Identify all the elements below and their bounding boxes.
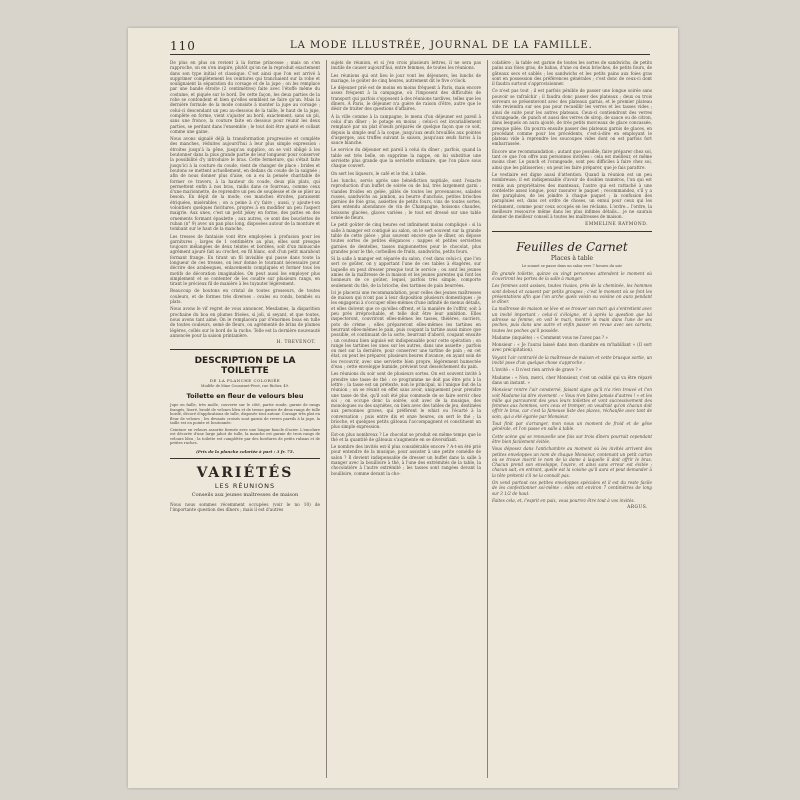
section-rule [170,458,320,459]
paragraph: Si la salle à manger est séparée du salon, c'est dans celui-ci, que l'on sert ce goûter, on y apportant l'une de ces tables à étagères, sur laquelle on peut dresser presque tout le service ; ou sont les jeunes amies de la maîtresse de la maison et les jeunes parentes qui font les honneurs de ce goûter, lequel, parfois très simple, comporte seulement du thé, de la brioche, des tartines de pain beurrées. [331,256,481,288]
paragraph: Encore une recommandation ; autant que possible, faire préparer chez soi, tant ce que l'on offre aux personnes invitées : cela est meilleur, et même moins cher. Le punch et l'orangeade, sont peu difficiles à faire chez soi, ainsi que les pâtisseries ; on peut les faire préparer, que je fais parattre. [492,148,652,170]
paragraph: De plus en plus on revient à la forme princesse ; mais on s'en rapproche, on en s'en inspire, plutôt qu'on ne la reproduit exactement dans son type initial et classique. C'est ainsi que l'on est arrivé à supprimer complètement les ceintures qui tranchaient sur la robe et soulignaient la séparation du corsage et de la jupe ; on les remplace par une bande étroite (2 centimètres) faite avec l'étoffe même du costume, et piquée sur le bord. De cette façon, les deux parties de la robe se confondent et bien qu'elles semblent ne faire qu'un. Mais la dernière formule de la mode consiste à monter la jupe au corsage ; celui-ci descendant un peu au-dessous de la taille, le haut de la jupe, complète en forme, vient s'ajuster au bord, exactement, sans un pli, sans une fronce, la couture faite en dessous pour réunir les deux parties, se perdant dans l'ensemble ; le tout doit être ajusté et collant comme une gaine. [170,60,320,134]
paragraph: Nous avons signalé déjà la transformation progressive et complète des manches, réduites aujourd'hui à leur plus simple expression : étroites jusqu'à la gêne, jusqu'au supplice, on se voit obligé à les boutonner dans la plus grande partie de leur longueur pour conserver la possibilité d'y introduire le bras. Cette fermeture, qui s'était faite jusqu'ici à la couture du coude, vient de changer de place : brides et boutons se mettent actuellement, en dedans du coude de la saignée ; afin de nous donner plus d'aise, on a eu la pensée charitable de former ce travers, à la hauteur du coude, deux plis plats, qui permettent enfin à nos bras, raidis dans ce fourreau, comme ceux d'une marionnette, de reprendre un peu de souplesse et de se plier au besoin. En dépit de la mode, ces manches étroites, paraissent étriquées, misérables ; on a peine à s'y faire ; aussi, y ajoute-t-on volontiers quelques fioritures, propres à en modifier un peu l'aspect maigrie. Aux unes, c'est un petit jokey en forme, des pattes en des ornements formant épaulette ; aux autres, ce sont des bouclettes de ruban (n° 9) avec un pan plus long, disposées autour de la monture et tombant sur le haut de la manche. [170,136,320,232]
page-header [170,36,650,54]
paragraph: Le déjeuner prié est de moins en moins fréquent à Paris, mais encore assez fréquent à la campagne, où l'imposent des difficultés de transport qui parfois s'opposent à des réunions tardives, telles que les dîners. À Paris, le déjeuner n'a guère de raison d'être, autre que le désir de traiter des questions d'affaires. [331,85,481,112]
column-rule [487,60,488,778]
paragraph: Monsieur : « Je l'aurai laissé dans mon chambre en m'habillant » (Il sort avec précipitation). [492,342,652,353]
column-1 [170,60,320,514]
toilette-credit: Modèle de Mme Coussinet-Pivot, rue Richer, 49. [200,384,290,389]
signature: H. TREVENOT. [276,340,316,346]
varietes-subtitle-2: Conseils aux jeunes maîtresses de maison [191,491,299,498]
paragraph: Les tresses de fantaisie vont être employées à profusion pour les garnitures ; larges de 1 centimètre au plus, elles sont presque toujours mélangées de deux teintes et bordées, soit d'un minuscule agrément ajouré fait au crochet, en fil blanc, soit d'un petit marabout formant frange. En tirant un fil invisible qui passe dans toute la longueur de ces tresses, on leur donne le tournant nécessaire pour décrire des arabesques, enlacements compliqués et former tous les motifs de décoration imaginables. On peut aussi les employer plus simplement et se contenter de les coudre sur plusieurs rangs, en tirant le précieux fil de manière à les tuyauter légèrement. [170,233,320,287]
paragraph: Le service du déjeuner est pareil à celui du dîner ; parfois, quand la table est très belle, on supprime la nappe, on lui substitue une serviette plus grande que la serviette ordinaire, que l'on place sous chaque couvert. [331,147,481,169]
paragraph: Le petit goûter de cinq heures est infiniment moins compliqué : si la salle à manger est contiguë au salon, on le sert souvent sur la grande table de cette pièce ; plus souvent encore que le dîner, on dépose toutes sortes de petites élégances : nappes et petites serviettes garnies de dentelles, tasses mignonnettes pour le chocolat, plus grandes pour le thé, corbeilles de fruits, sandwichs, petits fours. [331,222,481,254]
paragraph: Les lunchs, servis après une bénédiction nuptiale, sont l'exacte reproduction d'un buffet de soirée ou de bal, très largement garni : viandes froides en gelée, pâtés de toutes les provenances, salades russes, sandwichs au jambon, au beurre d'anchois, petites brioches garnies de foie gras, assiettes de petits fours, vins de toutes sortes, bien entendu abondance de vin de Champagne, boissons chaudes, boissons glacées, glaces variées ; le tout est dressé sur une table ornée de fleurs. [331,177,481,221]
paragraph: Est-on plus nombreux ? Le chocolat se produit en même temps que le thé et la quantité de gâteaux s'augmente en se diversifiant. [331,431,481,442]
paragraph: Madame : « Non, merci, cher Monsieur, c'est un oublié qui va être réparé dans un instant. » [492,374,652,385]
varietes-subtitle: LES RÉUNIONS [214,481,276,490]
paragraph: Le vestiaire est digne aussi d'attention. Quand la réunion est un peu nombreuse, il est indispensable d'avoir de doubles numéros, l'un qui est remis aux propriétaires des manteaux, l'autre qui est rattaché à une cordelette assez longue, pour rassurer le paquet ; recommandez, s'il y a des parapluies, de les joindre à chaque paquet ; la confusion des parapluies est, dans cet ordre de choses, un ennui pour ceux qui les réclament, comme pour ceux occupés en les réclams. L'ordre... l'ordre, la meilleure ressource même dans les plus infimes détails... je ne saurais donner de meilleur conseil à toutes les maîtresses de maison. [492,171,652,220]
paragraph: La maîtresse de maison se lève et se trouver son mari qui s'entretient avec un invité important : celui-ci s'éloigne, et à après la question que lui adresse sa femme, en voit le mari, montre la main dans l'une de ses poches, puis dans une autre et enfin passer en revue avec ses carnets, toutes les poches qu'il possède. [492,306,652,333]
varietes-title: VARIÉTÉS [196,464,294,481]
newspaper-page [128,28,678,788]
paragraph: À la ville comme à la campagne, le menu d'un déjeuner est pareil à celui d'un dîner ; le potage en moins ; celui-ci est invariablement remplacé par un plat d'œufs préparés de quelque façon que ce soit, depuis la simple œuf à la coque, jusqu'aux œufs brouillés aux pointes d'asperges, aux truffes suivant la saison, jusqu'aux œufs farcis à la sauce blanche. [331,113,481,146]
toilette-subtitle: DE LA PLANCHE COLORIÉE [209,378,281,384]
paragraph: Tout finit par s'arranger, mon nous un moment de froid et de gêne générale, et l'on passe en salle à table. [492,421,652,432]
paragraph: En grande toilette, quinze ou vingt personnes attendent le moment où s'ouvriront les portes de la salle à manger. [492,270,652,281]
signature: EMMELINE RAYMOND. [585,221,648,227]
section-rule [492,231,652,232]
column-3 [492,60,652,514]
paragraph: Ici je placerai une recommandation, pour celles des jeunes maîtresses de maison qui n'ont pas à leur disposition plusieurs domestiques : je les engagerai à s'occuper elles-mêmes d'une infinité de menus détails, et elles doivent que ce qu'elles offrent, et la manière de l'offrir, soit à peu près irréprochable, et telle doit être leur ambition. Elles inspecteront, couvriront elles-mêmes les tasses, théières, sucriers, pots de crème ; elles prépareront elles-mêmes les tartines en beurrant elles-mêmes le pain, puis coupant la tartine aussi mince que possible, et continuant de la sorte, beurrant d'abord, coupant ensuite ; un couteau bien aiguisé est indispensable pour cette opération ; on range les tartines les unes sur les autres, dans une assiette ; parfois on met sur la dernière, pour conserver une tartine de pain ; en cet état, on peut les préparer, plusieurs heures d'avance, en ayant soin de les recouvrir, avec une serviette bien propre, légèrement humectée d'eau ; cette enveloppe humide, prévient tout desséchement du pain. [331,289,481,370]
toilette-title: DESCRIPTION DE LA TOILETTE [194,356,296,377]
paragraph: Voyant l'air contrarié de la maîtresse de maison et cette brusque sortie, un invité pose d'un quelque chose s'approche : [492,354,652,366]
section-rule [170,349,320,350]
paragraph: Les femmes sont assises, toutes rivaies, près de la cheminée, les hommes sont debout et causent par petits groupes ; c'est le moment où se font les présentations afin que l'on arche quels voisin ou voisine on aura pendant le dîner. [492,283,652,305]
signature: ARGUS. [627,505,648,511]
header-rule [170,54,650,55]
paragraph: Les réunions qui ont lieu le jour vont les déjeuners, les lunchs de mariage, le goûter de cinq heures, autrement dit le five o'clock. [331,72,481,83]
feuilles-title: Feuilles de Carnet [516,239,628,254]
paragraph: Ce n'est pas tout ; il est parfois pénible de passer une longue soirée sans pouvoir se rafraîchir ; il faudra donc passer des plateaux ; deux ou trois serveurs se présenteront avec des plateaux garnis, et le premier plateau vide reviendra sur ses pas pour recueillir les verres et les tasses vides ; ainsi de suite pour les autres plateaux. Ceux-ci contiendront des verres d'orangeade, de punch et aussi des verres de sirop, de sauce ou de citron, dans lesquels on aura ajouté, de très petits morceaux de glace concassée, presque pilée. On pourra ensuite passer des plateaux garnis de glaces, en procédant comme pour les précédents, c'est-à-dire en employant le plateau vide à reprendre les soucoupes vides dont on est parfois fort embarrassée. [492,88,652,147]
paragraph: Madame (inquiète) : « Comment vous ne l'avez pas ? » [492,334,608,340]
paragraph: Les réunions du soir sont de plusieurs sortes. On est souvent invité à prendre une tasse de thé : ce programme ne doit pas être pris à la lettre ; la tasse est un prétexte, non le principal, ni l'unique but de la réunion ; on se réunit en effet sans avoir, uniquement pour prendre une tasse de thé, qu'il soit été plus commode de se faire servir chez soi ; on occupe donc la soirée, soit avec de la musique, des monologues ou des saynètes, ou bien avec des tables de jeu, destinées aux personnes graves, qui préfèrent le whist ou l'écarté à la conversation ; puis entre dix et onze heures, on sert le thé ; la brioche, et quelques petits gâteaux l'accompagnent et constituent un plus simple expression. [331,371,481,430]
paragraph: sujets de réunion, et si j'en crois plusieurs lettres, il ne sera pas inutile de causer aujourd'hui, entre femmes, de toutes les réunions. [331,60,481,71]
toilette-item-title: Toilette en fleur de velours bleu [186,392,304,401]
running-title: LA MODE ILLUSTRÉE, JOURNAL DE LA FAMILLE. [290,40,593,51]
paragraph: On sert les liqueurs, le café et le thé, à table. [331,170,427,176]
column-2 [331,60,481,478]
paragraph: On vend partout ces petites enveloppes spéciales et il est du reste facile de les confectionner soi-même : elles ont environ 7 centimètres de long sur 3 1/2 de haut. [492,480,652,496]
paragraph: Nous nous sommes récemment occupées (voir le no 10) de l'importante question des dîners ; mais il est d'autres [170,501,320,512]
paragraph: L'invité : « Il n'est rien arrivé de grave ? » [492,367,582,373]
paragraph: Monsieur rentre l'air consterné, faisant signe qu'il n'a rien trouvé et l'on voit Madame lui dire vivement : « Vous n'en faites jamais d'autres ! » et les mille qui parcourent des yeux leurs toilettes et vont successivement des femmes aux hommes, vers ceux et tromper, on voudrait qu'on chacun doit offrir le bras, car c'est la fameuse liste des places, réchaufée avec tant de soin, qui a été égarée par Monsieur. [492,387,652,419]
feuilles-subtitle: Places à table [550,254,594,262]
price-note: (Prix de la planche coloriée à part : 3 fr. 75. [195,448,294,454]
paragraph: Jupe en faille, très molle, couverte sur le côté, partie ronde, garnie de rangs frangés, liseré, brodé de velours bleu et de tresse garnie de deux rangs de tulle bordé, décoré d'applications de tulle, disposée tout autour. Corsage très plat en fleur de velours ; les devants croisés sont garnis de revers pareils à la jupe, la taille est en pointe et boutonnée. [170,403,320,426]
paragraph: Ceinture en velours assortie formée avec une longue boucle d'acier. L'encolure est décorée d'une large jabot de tulle, la manche est garnie de trois rangs de velours bleu ; la toilette est complétée par des bordures de petits rubans et de petites ruches. [170,427,320,446]
paragraph: Beaucoup de boutons en cristal de toutes grosseurs, de toutes couleurs, et de formes très diverses : ovales ou ronds, bombés ou plats. [170,288,320,305]
column-rule [326,60,327,778]
paragraph: Vous déposez dans l'antichambre au moment où les invités arrivent des petites enveloppes un nom de chaque Monsieur, contenant un petit carton où se trouve inscrit le nom de la dame à laquelle il doit offrir le bras. Chacun prend son enveloppe, l'ouvre, et ainsi sans erreur est évitée ; chacun sait, en entrant, quelle est la voisine qu'il aura et peut demander à la tête prétenti s'il ne la connaît pas. [492,446,652,478]
feuilles-subtitle-2: Le sonnet se passe dans un salon vers 7 heures du soir [521,263,623,268]
paragraph: Cette scène qui se renouvelle une fois sur trois dîners pourrait cependant être bien facilement évitée. [492,433,652,444]
paragraph: Le nombre des invités est-il plus considérable encore ? A-t-on été prié pour entendre de la musique, pour assister à une petite comédie de salon ? Il devient indispensable de dresser un buffet dans la salle à manger avec la bouilloire à thé, à l'une des extrémités de la table, la chocolatière à l'autre extrémité ; les tasses sont rangées devant la bouilloire, comme devant la cho- [331,444,481,476]
paragraph: Faites cela, et, l'esprit en paix, vous pourrez être tout à vos invités. [492,497,635,503]
page-number: 110 [170,39,196,53]
paragraph: colatière ; la table est garnie de toutes les sortes de sandwichs, de petits pains aux foies gras, de babas, d'une ou deux brioches, de petits fours, de gâteaux secs et sablés ; les sandwichs et les petits pains aux foies gras sont en possession des préférences générales ; c'est donc de ceux-ci dont il faudra surtout s'approvisionner. [492,60,652,87]
paragraph: Nous avons le vif regret de vous annoncer, Mesdames, la disparition prochaine du boa en plumes frisées, si joli, si seyant, et que toutes, nous avons tant aimé. On le remplacera par d'énormes boas en tulle de toutes couleurs, semé de fleurs, ou agrémenté de brins de plumes légères, collés sur le bord de la ruche. Telle est la dernière nouveauté annoncée pour la saison printanière. [170,306,320,338]
